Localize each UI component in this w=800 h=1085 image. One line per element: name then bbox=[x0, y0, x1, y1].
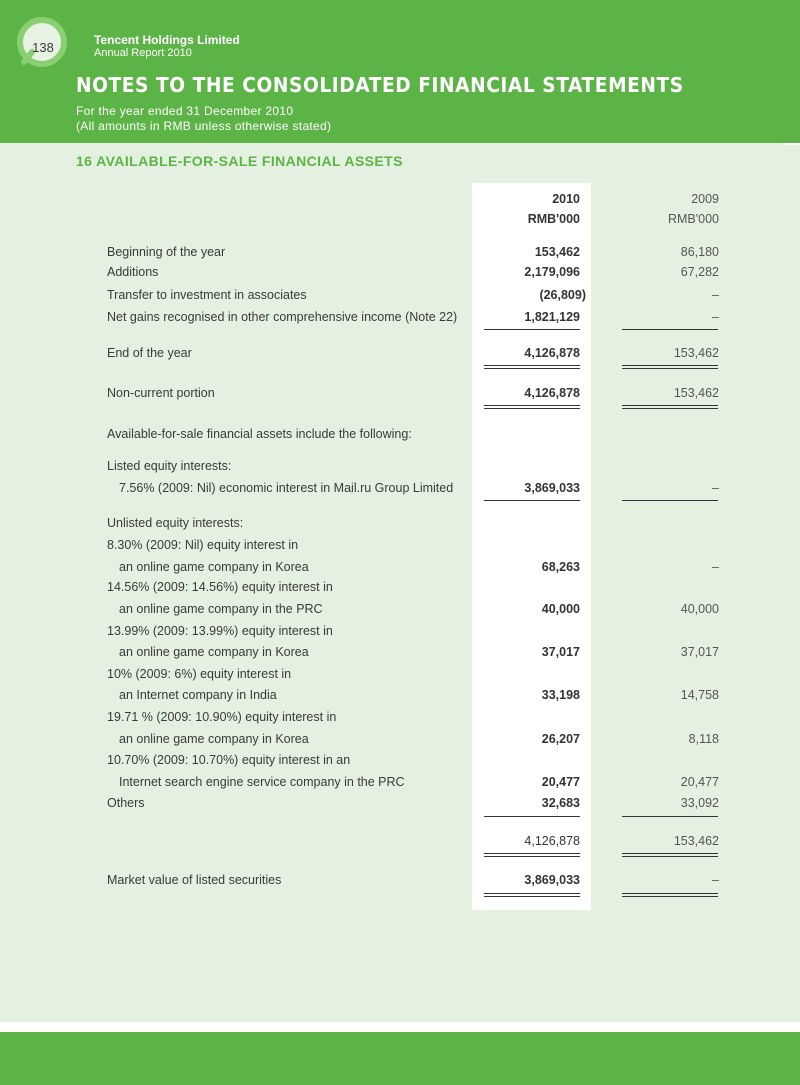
row-value-2009: – bbox=[712, 310, 719, 324]
table-row bbox=[0, 775, 800, 793]
total-line-2010 bbox=[484, 853, 580, 854]
row-label: Available-for-sale financial assets include the following: bbox=[107, 427, 412, 441]
table-row bbox=[0, 688, 800, 706]
row-label: an online game company in the PRC bbox=[119, 602, 323, 616]
page-footer bbox=[0, 1032, 800, 1085]
row-value-2010: 4,126,878 bbox=[524, 834, 580, 848]
row-label: an online game company in Korea bbox=[119, 732, 309, 746]
table-row bbox=[0, 580, 800, 598]
row-value-2009: 153,462 bbox=[673, 834, 719, 848]
total-line-2010 bbox=[484, 856, 580, 857]
row-label: Internet search engine service company in the PRC bbox=[119, 775, 405, 789]
table-row bbox=[0, 245, 800, 263]
row-label: 14.56% (2009: 14.56%) equity interest in bbox=[107, 580, 333, 594]
row-label: Others bbox=[107, 796, 145, 810]
row-value-2010: 33,198 bbox=[541, 688, 580, 702]
report-name: Annual Report 2010 bbox=[94, 47, 192, 59]
row-label: Market value of listed securities bbox=[107, 873, 282, 887]
total-line-2009 bbox=[622, 896, 718, 897]
row-value-2009: – bbox=[712, 873, 719, 887]
table-row bbox=[0, 602, 800, 620]
row-label: Listed equity interests: bbox=[107, 459, 232, 473]
table-row bbox=[0, 538, 800, 556]
year-2010-header: 2010 bbox=[552, 192, 580, 206]
total-line-2009 bbox=[622, 856, 718, 857]
subtotal-line-2010 bbox=[484, 500, 580, 501]
row-label: 8.30% (2009: Nil) equity interest in bbox=[107, 538, 299, 552]
table-row bbox=[0, 481, 800, 499]
table-row bbox=[0, 516, 800, 534]
row-label: 13.99% (2009: 13.99%) equity interest in bbox=[107, 624, 333, 638]
total-line-2009 bbox=[622, 405, 718, 406]
total-line-2009 bbox=[622, 853, 718, 854]
table-row bbox=[0, 346, 800, 364]
row-label: Additions bbox=[107, 265, 159, 279]
row-label: 19.71 % (2009: 10.90%) equity interest in bbox=[107, 710, 337, 724]
table-row bbox=[0, 732, 800, 750]
total-line-2010 bbox=[484, 408, 580, 409]
table-row bbox=[0, 834, 800, 852]
row-label: Non-current portion bbox=[107, 386, 215, 400]
table-row bbox=[0, 386, 800, 404]
table-row bbox=[0, 796, 800, 814]
row-value-2009: 37,017 bbox=[680, 645, 719, 659]
section-title: 16 AVAILABLE-FOR-SALE FINANCIAL ASSETS bbox=[76, 153, 403, 169]
unit-2009-header: RMB'000 bbox=[667, 212, 719, 226]
table-row bbox=[0, 459, 800, 477]
header-edge bbox=[783, 143, 800, 145]
total-line-2009 bbox=[622, 408, 718, 409]
row-value-2010: 20,477 bbox=[541, 775, 580, 789]
row-value-2009: 14,758 bbox=[680, 688, 719, 702]
table-row bbox=[0, 265, 800, 283]
row-value-2010: 1,821,129 bbox=[524, 310, 580, 324]
table-row bbox=[0, 873, 800, 891]
column-header-units bbox=[0, 212, 800, 230]
company-name: Tencent Holdings Limited bbox=[94, 33, 240, 47]
row-value-2009: – bbox=[712, 288, 719, 302]
table-row bbox=[0, 667, 800, 685]
subtotal-line-2010 bbox=[484, 329, 580, 330]
total-line-2010 bbox=[484, 365, 580, 366]
row-value-2010: 3,869,033 bbox=[524, 873, 580, 887]
table-row bbox=[0, 710, 800, 728]
row-label: Beginning of the year bbox=[107, 245, 226, 259]
row-label: Net gains recognised in other comprehensive income (Note 22) bbox=[107, 310, 458, 324]
page-number: 138 bbox=[32, 40, 54, 55]
footer-divider bbox=[0, 1022, 800, 1032]
total-line-2010 bbox=[484, 368, 580, 369]
row-value-2009: – bbox=[712, 481, 719, 495]
row-value-2009: 153,462 bbox=[673, 346, 719, 360]
row-value-2010: 40,000 bbox=[541, 602, 580, 616]
page-title: NOTES TO THE CONSOLIDATED FINANCIAL STATEMENTS bbox=[76, 73, 684, 97]
row-label: 7.56% (2009: Nil) economic interest in Mail.ru Group Limited bbox=[119, 481, 454, 495]
row-value-2010: (26,809) bbox=[539, 288, 586, 302]
table-row bbox=[0, 624, 800, 642]
column-header-years bbox=[0, 192, 800, 210]
unit-2010-header: RMB'000 bbox=[527, 212, 580, 226]
row-value-2009: – bbox=[712, 560, 719, 574]
total-line-2010 bbox=[484, 405, 580, 406]
subtitle-currency: (All amounts in RMB unless otherwise stated) bbox=[76, 119, 332, 133]
row-value-2009: 20,477 bbox=[680, 775, 719, 789]
subtotal-line-2009 bbox=[622, 816, 718, 817]
row-value-2009: 153,462 bbox=[673, 386, 719, 400]
subtotal-line-2009 bbox=[622, 500, 718, 501]
row-label: an Internet company in India bbox=[119, 688, 277, 702]
table-row bbox=[0, 560, 800, 578]
subtitle-period: For the year ended 31 December 2010 bbox=[76, 104, 294, 118]
row-label: Unlisted equity interests: bbox=[107, 516, 244, 530]
row-value-2010: 4,126,878 bbox=[524, 346, 580, 360]
total-line-2009 bbox=[622, 368, 718, 369]
row-value-2009: 40,000 bbox=[680, 602, 719, 616]
row-value-2010: 2,179,096 bbox=[524, 265, 580, 279]
row-label: an online game company in Korea bbox=[119, 645, 309, 659]
row-value-2009: 33,092 bbox=[680, 796, 719, 810]
total-line-2010 bbox=[484, 893, 580, 894]
table-row bbox=[0, 310, 800, 328]
subtotal-line-2009 bbox=[622, 329, 718, 330]
row-value-2010: 153,462 bbox=[534, 245, 580, 259]
year-2009-header: 2009 bbox=[691, 192, 719, 206]
row-label: Transfer to investment in associates bbox=[107, 288, 307, 302]
row-value-2010: 37,017 bbox=[541, 645, 580, 659]
table-row bbox=[0, 645, 800, 663]
row-value-2009: 8,118 bbox=[688, 732, 719, 746]
row-value-2010: 68,263 bbox=[541, 560, 580, 574]
total-line-2009 bbox=[622, 893, 718, 894]
table-row bbox=[0, 753, 800, 771]
row-value-2010: 4,126,878 bbox=[524, 386, 580, 400]
subtotal-line-2010 bbox=[484, 816, 580, 817]
row-value-2010: 3,869,033 bbox=[524, 481, 580, 495]
total-line-2009 bbox=[622, 365, 718, 366]
row-label: an online game company in Korea bbox=[119, 560, 309, 574]
row-value-2009: 86,180 bbox=[680, 245, 719, 259]
row-value-2010: 32,683 bbox=[541, 796, 580, 810]
row-label: End of the year bbox=[107, 346, 192, 360]
total-line-2010 bbox=[484, 896, 580, 897]
row-label: 10.70% (2009: 10.70%) equity interest in an bbox=[107, 753, 351, 767]
table-row bbox=[0, 288, 800, 306]
row-label: 10% (2009: 6%) equity interest in bbox=[107, 667, 292, 681]
table-row bbox=[0, 427, 800, 445]
row-value-2009: 67,282 bbox=[680, 265, 719, 279]
row-value-2010: 26,207 bbox=[541, 732, 580, 746]
